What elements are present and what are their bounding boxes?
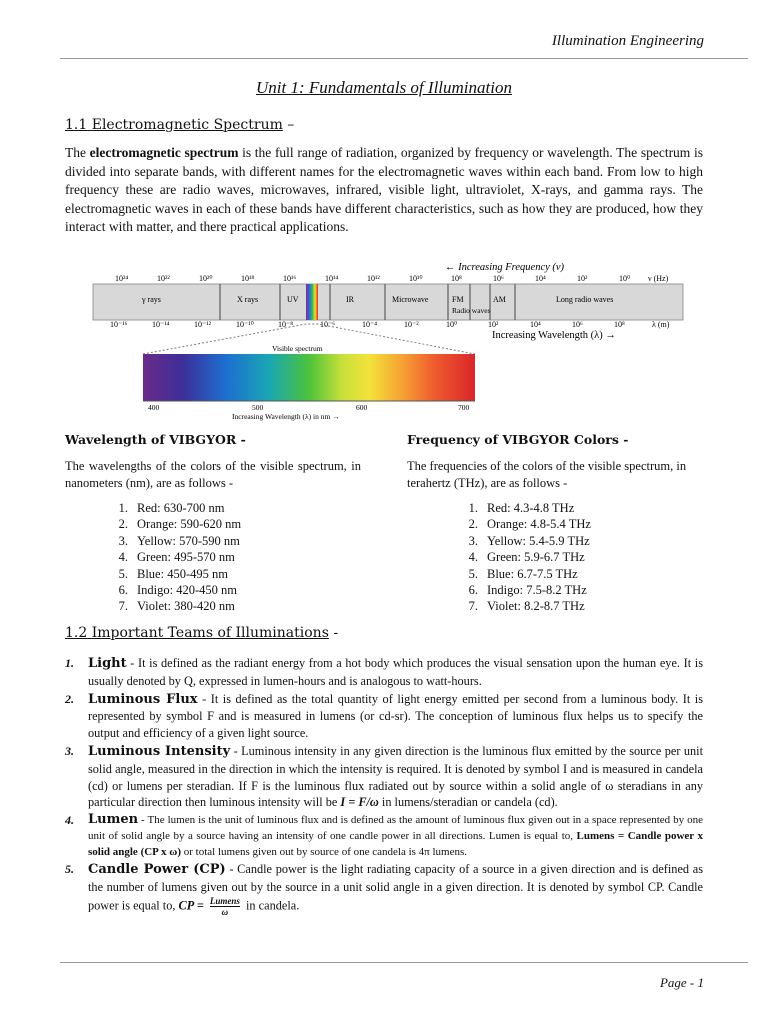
- band-microwave: Microwave: [392, 295, 429, 304]
- svg-text:400: 400: [148, 403, 160, 412]
- wave-tick: 10⁻¹²: [194, 320, 212, 329]
- list-item: 1. Red: 4.3-4.8 THz: [468, 501, 575, 515]
- freq-tick: 10¹⁴: [325, 274, 339, 283]
- band-xray: X rays: [237, 295, 259, 304]
- svg-text:500: 500: [252, 403, 264, 412]
- visible-axis-label: Increasing Wavelength (λ) in nm →: [232, 412, 340, 421]
- wavelength-heading: Wavelength of VIBGYOR -: [65, 432, 246, 447]
- wave-axis-label: Increasing Wavelength (λ) →: [492, 330, 616, 341]
- wave-unit: λ (m): [652, 320, 670, 329]
- list-item: 6. Indigo: 420-450 nm: [118, 583, 237, 598]
- unit-title: Unit 1: Fundamentals of Illumination: [256, 78, 512, 97]
- freq-tick: 10⁴: [535, 274, 546, 283]
- header-rule: [60, 58, 748, 59]
- wave-tick: 10⁸: [614, 320, 625, 329]
- list-item: 1. Red: 630-700 nm: [118, 501, 225, 515]
- list-item: 3. Yellow: 5.4-5.9 THz: [468, 533, 590, 548]
- wavelength-intro: The wavelengths of the colors of the visible spectrum, in nanometers (nm), are as follows -: [65, 459, 361, 490]
- wave-tick: 10⁻⁶: [320, 320, 336, 329]
- term-lumen: 4. Lumen - The lumen is the unit of luminous flux and is defined as the amount of luminous flux given out in a space represented by one unit of solid angle by a source having an intensity of one candle power in all directions. Lumen is equal to, Lumens = Candle power x solid angle (CP x ω) or total lumens given out by source of one candela is 4π lumens.: [65, 812, 703, 859]
- fraction: Lumens ω: [209, 895, 240, 917]
- wave-tick: 10⁻¹⁶: [110, 320, 128, 329]
- section-1-heading: 1.1 Electromagnetic Spectrum –: [65, 117, 295, 133]
- wave-tick: 10⁴: [530, 320, 541, 329]
- svg-text:600: 600: [356, 403, 368, 412]
- wave-ticks: [110, 320, 625, 329]
- em-spectrum-figure: [0, 258, 768, 438]
- list-item: 5. Blue: 6.7-7.5 THz: [468, 566, 578, 581]
- list-item: 2. Orange: 4.8-5.4 THz: [468, 517, 591, 532]
- freq-tick: 10²: [577, 274, 588, 283]
- freq-unit: ν (Hz): [648, 274, 669, 283]
- freq-tick: 10¹⁸: [241, 274, 255, 283]
- visible-slice: [306, 284, 318, 320]
- wave-tick: 10⁻¹⁰: [236, 320, 254, 329]
- list-item: 2. Orange: 590-620 nm: [118, 517, 242, 532]
- wave-tick: 10⁻⁴: [362, 320, 378, 329]
- wave-tick: 10⁻⁸: [278, 320, 294, 329]
- freq-tick: 10²⁴: [115, 274, 129, 283]
- freq-ticks: [115, 274, 630, 283]
- list-item: 7. Violet: 380-420 nm: [118, 599, 235, 614]
- list-item: 4. Green: 5.9-6.7 THz: [468, 550, 585, 565]
- visible-label: Visible spectrum: [272, 344, 323, 353]
- wave-tick: 10⁶: [572, 320, 583, 329]
- freq-tick: 10²²: [157, 274, 170, 283]
- freq-tick: 10⁸: [451, 274, 462, 283]
- term-light: 1. Light - It is defined as the radiant energy from a hot body which produces the visual sensation upon the human eye. It is usually denoted by Q, expressed in lumen-hours and is analogous to watt-hours.: [65, 656, 703, 688]
- band-gamma: γ rays: [142, 295, 161, 304]
- list-item: 3. Yellow: 570-590 nm: [118, 533, 240, 548]
- freq-tick: 10¹⁰: [409, 274, 423, 283]
- terms-list: [65, 655, 703, 918]
- wavelength-list: [106, 500, 241, 615]
- freq-tick: 10⁰: [619, 274, 631, 283]
- band-uv: UV: [287, 295, 299, 304]
- frequency-heading: Frequency of VIBGYOR Colors -: [407, 432, 629, 447]
- svg-text:700: 700: [458, 403, 470, 412]
- band-ir: IR: [346, 295, 354, 304]
- wave-tick: 10²: [488, 320, 499, 329]
- intro-paragraph: The electromagnetic spectrum is the full range of radiation, organized by frequency or wavelength. The spectrum is divided into separate bands, with different names for the electromagnetic waves within each band. From low to high frequency these are radio waves, microwaves, infrared, visible light, ultraviolet, X-rays, and gamma rays. The electromagnetic waves in each of these bands have different characteristics, such as how they are produced, how they interact with matter, and there practical applications.: [65, 145, 703, 234]
- term-candle-power: 5. Candle Power (CP) - Candle power is the light radiating capacity of a source in a given direction and is defined as the number of lumens given out by the source in a unit solid angle in a given direction. It is denoted by symbol CP. Candle power is equal to, CP = Lumens ω in candela.: [65, 862, 704, 917]
- freq-tick: 10⁶: [493, 274, 504, 283]
- frequency-intro: The frequencies of the colors of the visible spectrum, in terahertz (THz), are as follows -: [407, 459, 687, 490]
- section-2-heading: 1.2 Important Teams of Illuminations -: [65, 625, 339, 641]
- freq-tick: 10²⁰: [199, 274, 213, 283]
- radio-waves-label: Radio waves: [452, 306, 491, 315]
- band-am: AM: [493, 295, 506, 304]
- band-fm: FM: [452, 295, 464, 304]
- freq-tick: 10¹⁶: [283, 274, 297, 283]
- page-number: Page - 1: [659, 975, 704, 990]
- wave-tick: 10⁻²: [404, 320, 419, 329]
- freq-axis-label: ← Increasing Frequency (ν): [445, 262, 565, 273]
- freq-tick: 10¹²: [367, 274, 380, 283]
- list-item: 5. Blue: 450-495 nm: [118, 566, 228, 581]
- term-luminous-intensity: 3. Luminous Intensity - Luminous intensity in any given direction is the luminous flux emitted by the source per unit solid angle, measured in the direction in which the intensity is required. It is denoted by symbol I and is measured in candela (cd) or lumens per steradian. If F is the luminous flux radiated out by source within a solid angle of ω steradians in any particular direction then luminous intensity will be I = F/ω in lumens/steradian or candela (cd).: [65, 743, 703, 810]
- band-long-radio: Long radio waves: [556, 295, 614, 304]
- list-item: 6. Indigo: 7.5-8.2 THz: [468, 583, 587, 598]
- wave-tick: 10⁰: [446, 320, 458, 329]
- visible-ticks: [148, 403, 470, 412]
- frequency-list: [456, 500, 591, 615]
- wave-tick: 10⁻¹⁴: [152, 320, 170, 329]
- footer-rule: [60, 962, 748, 963]
- term-luminous-flux: 2. Luminous Flux - It is defined as the total quantity of light energy emitted per second from a luminous body. It is represented by symbol F and is measured in lumens (or cd-sr). The conception of luminous flux helps us to specify the output and efficiency of a given light source.: [65, 691, 703, 741]
- running-header: Illumination Engineering: [551, 33, 704, 49]
- list-item: 7. Violet: 8.2-8.7 THz: [468, 599, 585, 614]
- list-item: 4. Green: 495-570 nm: [118, 550, 235, 565]
- visible-spectrum-bar: [143, 354, 475, 401]
